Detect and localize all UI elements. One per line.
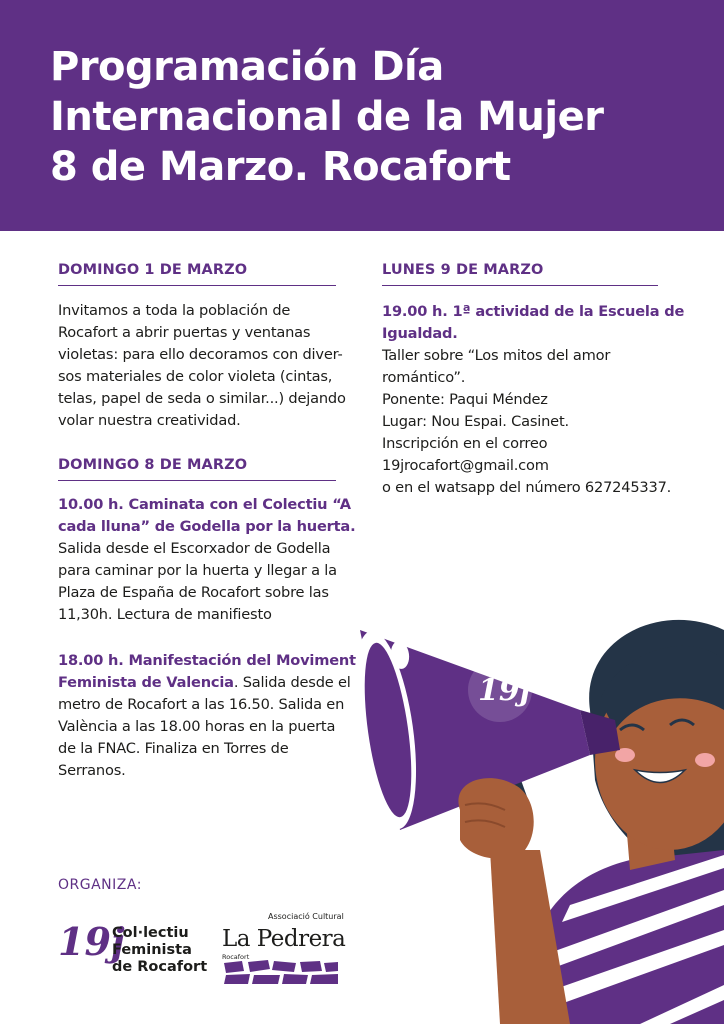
page-title <box>50 42 710 192</box>
title-line-1: Programación Día <box>50 44 444 90</box>
mixed-line <box>58 672 356 694</box>
text-line: metro de Rocafort a las 16.50. Salida en <box>58 696 345 713</box>
text-line: sos materiales de color violeta (cintas, <box>58 368 333 385</box>
event-title-line: Igualdad. <box>382 325 458 342</box>
section-heading-lunes-9: LUNES 9 DE MARZO <box>382 262 658 286</box>
title-line-3: 8 de Marzo. Rocafort <box>50 144 511 190</box>
stones-icon <box>222 959 340 985</box>
event-title-line: 19.00 h. 1ª actividad de la Escuela de <box>382 303 685 320</box>
text-line: 11,30h. Lectura de manifiesto <box>58 606 272 623</box>
colectiu-feminista-name <box>112 925 207 976</box>
text-line: Invitamos a toda la población de <box>58 302 291 319</box>
text-line: Salida desde el Escorxador de Godella <box>58 540 331 557</box>
text-line: o en el watsapp del número 627245337. <box>382 479 672 496</box>
event-title-line: 18.00 h. Manifestación del Moviment <box>58 652 356 669</box>
section-heading-domingo-1: DOMINGO 1 DE MARZO <box>58 262 336 286</box>
domingo-8-event-2 <box>58 650 356 782</box>
text-line: telas, papel de seda o similar...) dejando <box>58 390 346 407</box>
logo-line: de Rocafort <box>112 959 208 975</box>
event-title-line: 10.00 h. Caminata con el Colectiu “A <box>58 496 351 513</box>
title-line-2: Internacional de la Mujer <box>50 94 604 140</box>
pedrera-name: La Pedrera <box>222 926 346 952</box>
text-line: Lugar: Nou Espai. Casinet. <box>382 413 569 430</box>
lunes-9-event <box>382 301 684 499</box>
text-line: violetas: para ello decoramos con diver- <box>58 346 343 363</box>
la-pedrera-logo <box>222 912 346 990</box>
domingo-1-description <box>58 300 346 432</box>
organiza-label: ORGANIZA: <box>58 877 142 893</box>
megaphone-logo-text: 19j <box>478 673 531 708</box>
logo-line: Feminista <box>112 942 192 958</box>
domingo-8-event-1 <box>58 494 355 626</box>
text-line: volar nuestra creatividad. <box>58 412 241 429</box>
text-line: Serranos. <box>58 762 126 779</box>
logo-line: Col·lectiu <box>112 925 189 941</box>
colectiu-logo-icon <box>58 910 125 982</box>
text-line: Taller sobre “Los mitos del amor <box>382 347 611 364</box>
section-heading-domingo-8: DOMINGO 8 DE MARZO <box>58 457 336 481</box>
event-title-fragment: Feminista de Valencia <box>58 674 234 691</box>
text-line: de la FNAC. Finaliza en Torres de <box>58 740 289 757</box>
text-line: Inscripción en el correo <box>382 435 548 452</box>
text-line: Ponente: Paqui Méndez <box>382 391 548 408</box>
text-line: Rocafort a abrir puertas y ventanas <box>58 324 311 341</box>
text-line: València a las 18.00 horas en la puerta <box>58 718 336 735</box>
text-line: para caminar por la huerta y llegar a la <box>58 562 337 579</box>
colectiu-logo-mark: 19j <box>58 919 125 964</box>
text-line: Plaza de España de Rocafort sobre las <box>58 584 329 601</box>
event-title-line: cada lluna” de Godella por la huerta. <box>58 518 356 535</box>
text-fragment: . Salida desde el <box>233 674 351 691</box>
email-text: 19jrocafort@gmail.com <box>382 457 549 474</box>
woman-megaphone-illustration <box>340 560 724 1024</box>
header-banner <box>0 0 724 231</box>
text-line: romántico”. <box>382 369 466 386</box>
pedrera-place: Rocafort <box>222 953 250 961</box>
pedrera-subtitle: Associació Cultural <box>268 912 344 921</box>
